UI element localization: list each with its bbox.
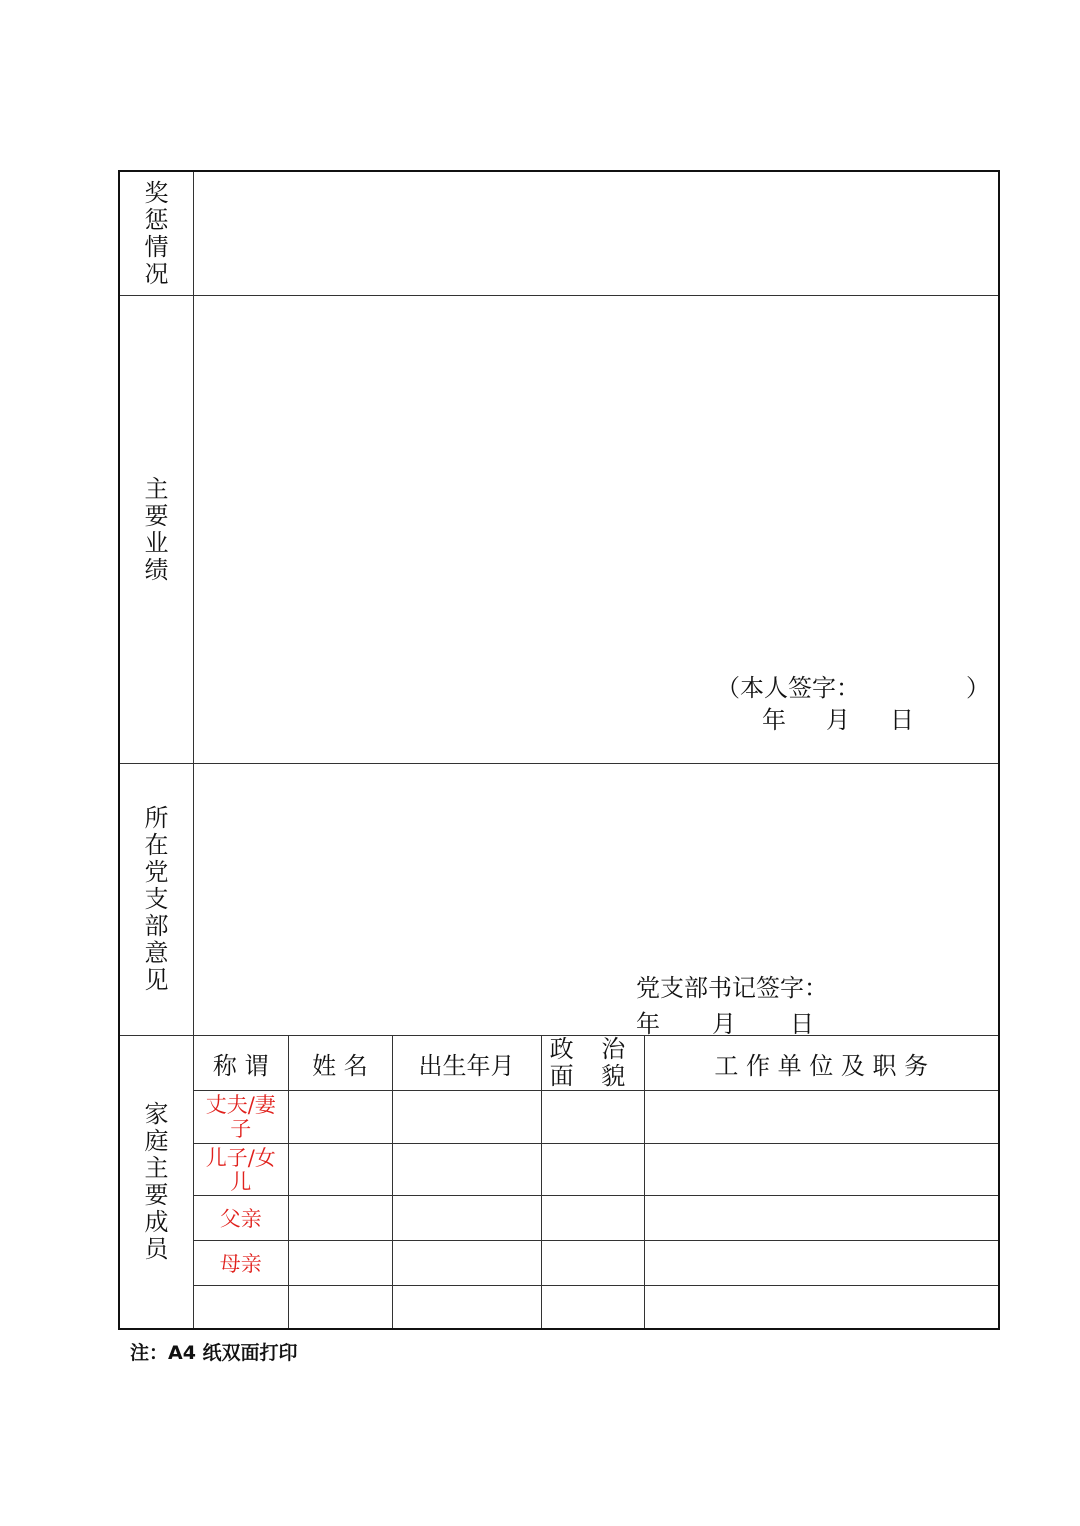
awards-row (120, 172, 998, 296)
family-member-row (194, 1091, 998, 1144)
birth-input[interactable] (392, 1286, 541, 1329)
party-branch-label-cell (120, 764, 194, 1035)
header-name: 姓 名 (288, 1036, 392, 1091)
print-note: 注：A4 纸双面打印 (130, 1342, 298, 1364)
work-input[interactable] (644, 1241, 998, 1286)
work-input[interactable] (644, 1196, 998, 1241)
political-input[interactable] (541, 1144, 644, 1196)
awards-label: 奖惩情况 (144, 178, 169, 288)
achievements-date-day: 日 (890, 706, 914, 734)
party-branch-row (120, 764, 998, 1036)
awards-label-cell (120, 172, 194, 295)
achievements-date-year: 年 (762, 706, 786, 734)
achievements-label-cell (120, 296, 194, 763)
header-work: 工 作 单 位 及 职 务 (644, 1036, 998, 1091)
party-date-month: 月 (712, 1010, 736, 1038)
achievements-date-month: 月 (826, 706, 850, 734)
name-input[interactable] (288, 1286, 392, 1329)
party-date-day: 日 (790, 1010, 814, 1038)
birth-input[interactable] (392, 1144, 541, 1196)
self-signature-label: （本人签字： (716, 674, 860, 702)
name-input[interactable] (288, 1241, 392, 1286)
application-form (118, 170, 1000, 1330)
relation-cell: 丈夫/妻子 (194, 1091, 288, 1144)
family-header-row (194, 1036, 998, 1091)
family-label: 家庭主要成员 (144, 1100, 169, 1263)
name-input[interactable] (288, 1196, 392, 1241)
family-member-row (194, 1196, 998, 1241)
name-input[interactable] (288, 1091, 392, 1144)
secretary-signature-label: 党支部书记签字： (636, 974, 828, 1002)
party-date-year: 年 (636, 1010, 660, 1038)
family-label-cell (120, 1036, 194, 1328)
party-branch-label: 所在党支部意见 (144, 804, 169, 994)
family-member-row (194, 1286, 998, 1329)
achievements-label: 主要业绩 (144, 474, 169, 584)
family-table (194, 1036, 998, 1328)
header-political-line1: 政 治 (549, 1035, 636, 1063)
family-member-row (194, 1144, 998, 1196)
relation-input[interactable] (194, 1286, 288, 1329)
name-input[interactable] (288, 1144, 392, 1196)
family-row (120, 1036, 998, 1328)
political-input[interactable] (541, 1241, 644, 1286)
achievements-row (120, 296, 998, 764)
birth-input[interactable] (392, 1196, 541, 1241)
awards-field[interactable] (194, 172, 998, 295)
relation-cell: 父亲 (194, 1196, 288, 1241)
political-input[interactable] (541, 1286, 644, 1329)
work-input[interactable] (644, 1286, 998, 1329)
header-relation: 称 谓 (194, 1036, 288, 1091)
work-input[interactable] (644, 1144, 998, 1196)
achievements-field[interactable] (194, 296, 998, 763)
political-input[interactable] (541, 1091, 644, 1144)
self-signature-close: ） (966, 674, 990, 702)
header-political (541, 1036, 644, 1091)
relation-cell: 母亲 (194, 1241, 288, 1286)
relation-cell: 儿子/女儿 (194, 1144, 288, 1196)
header-birth: 出生年月 (392, 1036, 541, 1091)
family-member-row (194, 1241, 998, 1286)
header-political-line2: 面 貌 (549, 1062, 636, 1090)
political-input[interactable] (541, 1196, 644, 1241)
work-input[interactable] (644, 1091, 998, 1144)
party-branch-field[interactable] (194, 764, 998, 1038)
birth-input[interactable] (392, 1241, 541, 1286)
birth-input[interactable] (392, 1091, 541, 1144)
